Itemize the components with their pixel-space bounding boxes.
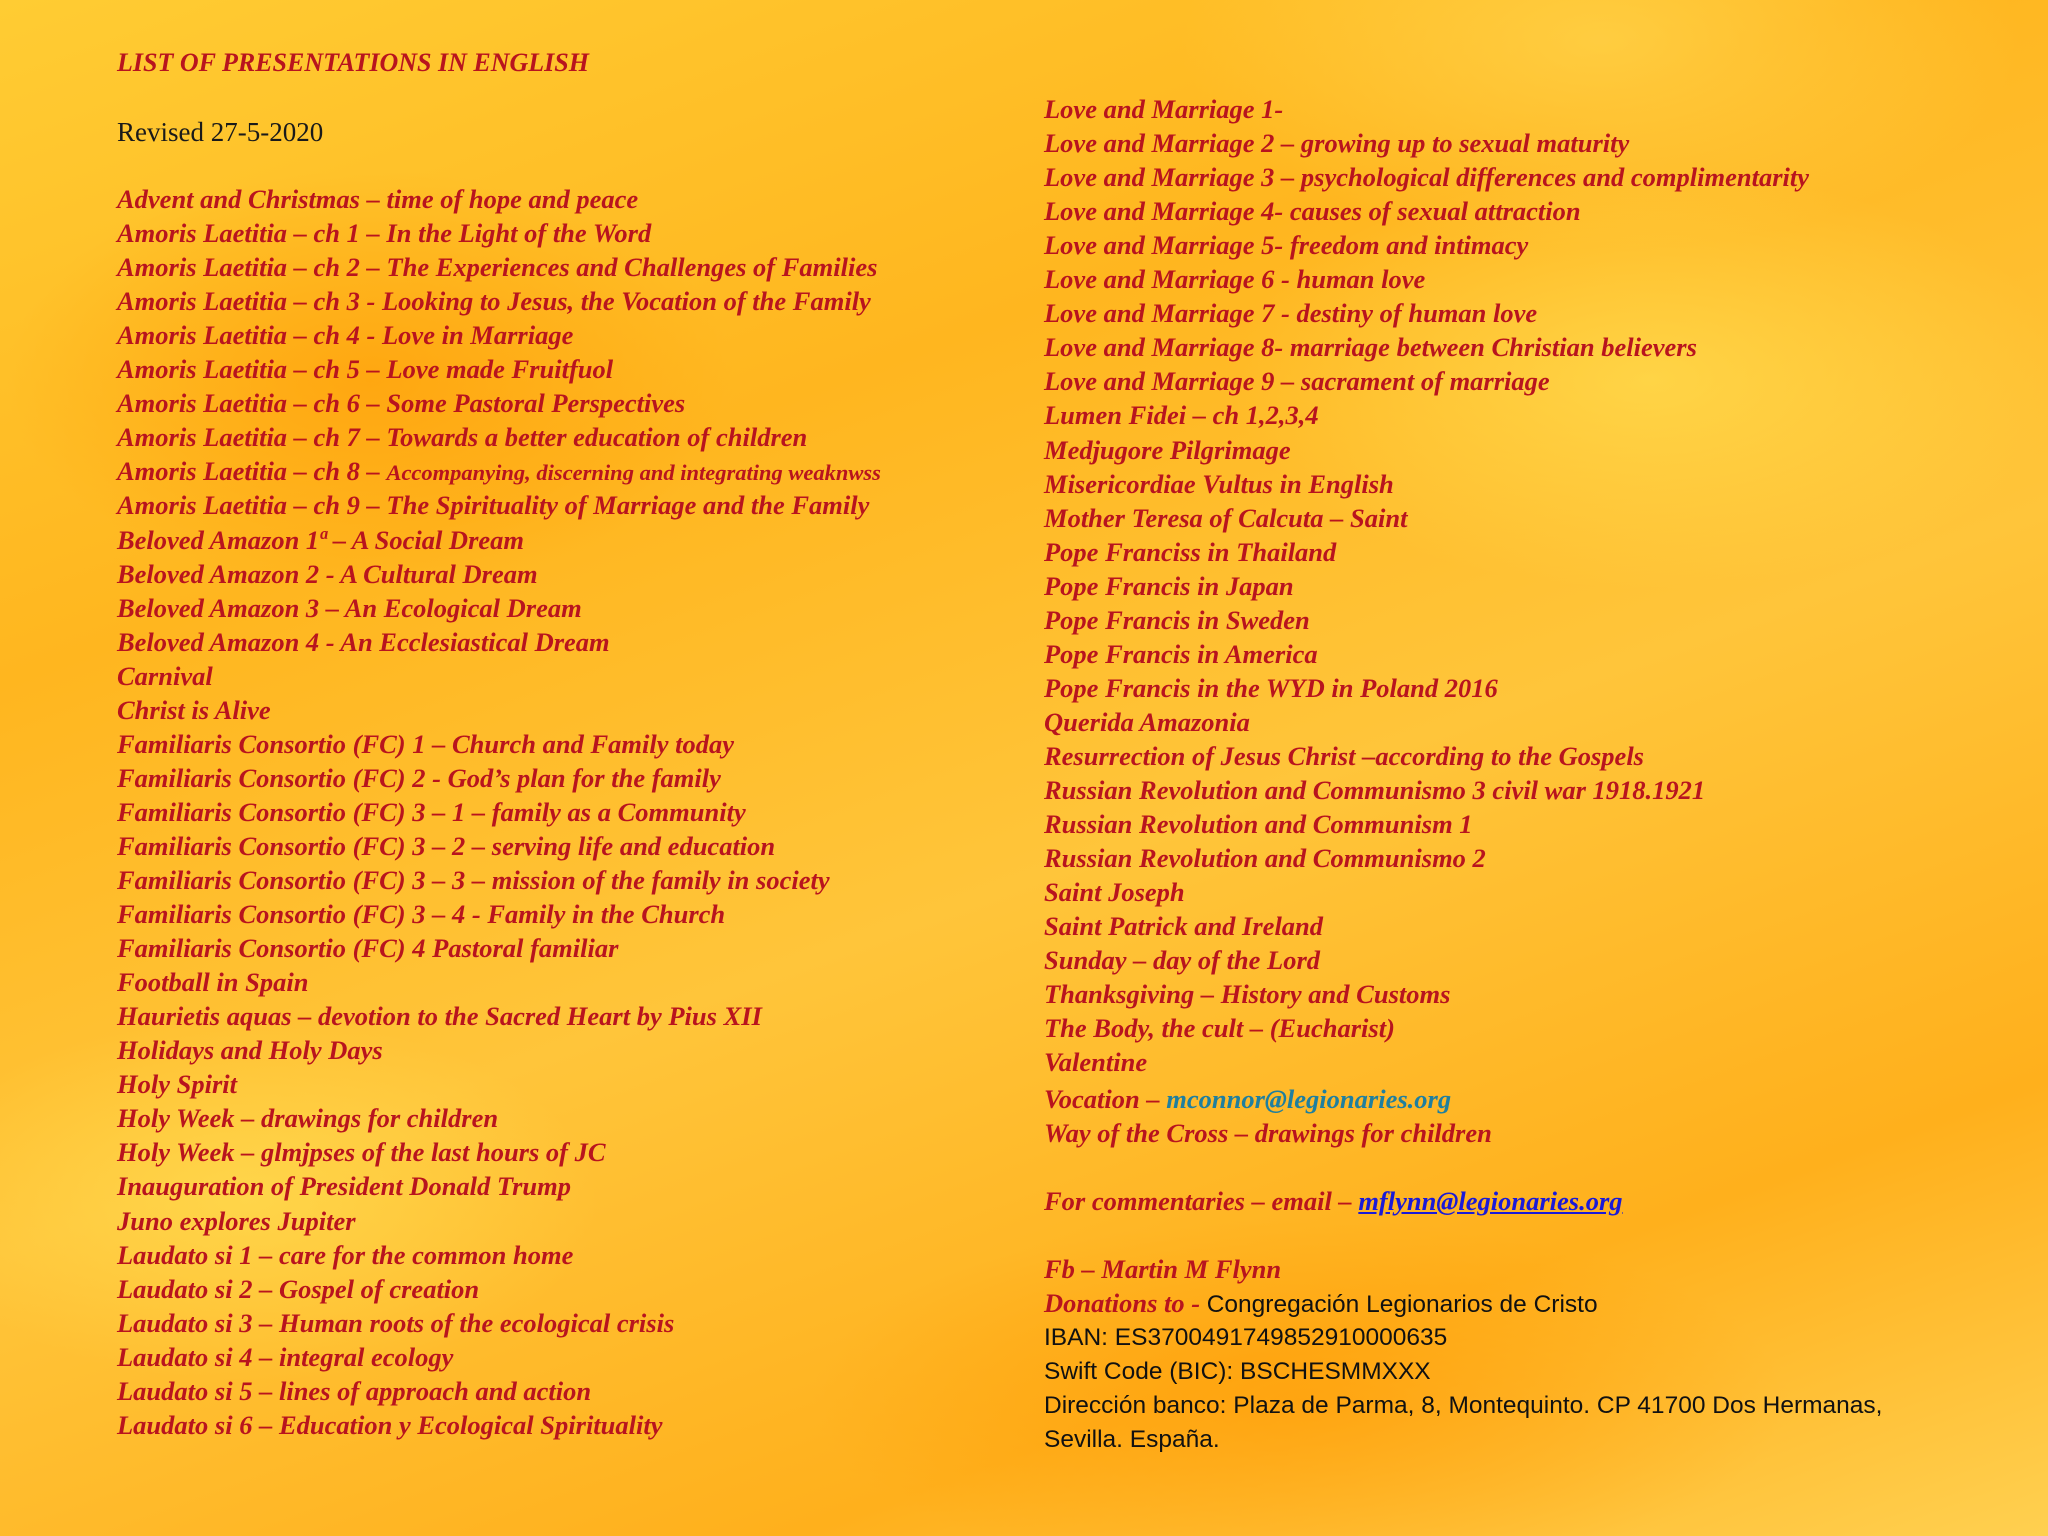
list-item-text: Holy Week – glmjpses of the last hours of JC — [117, 1137, 606, 1168]
list-item — [1044, 398, 1319, 432]
page-title: LIST OF PRESENTATIONS IN ENGLISH — [117, 48, 589, 77]
list-item — [1044, 637, 1318, 671]
list-item — [117, 727, 734, 761]
list-item-way-of-cross: Way of the Cross – drawings for children — [1044, 1118, 1492, 1148]
list-item-text: Lumen Fidei – ch 1,2,3,4 — [1044, 400, 1319, 431]
list-item-text: Familiaris Consortio (FC) 3 – 1 – family as a Community — [117, 796, 746, 827]
list-item-text: Mother Teresa of Calcuta – Saint — [1044, 502, 1408, 533]
list-item — [117, 1135, 606, 1169]
list-item — [117, 523, 524, 557]
list-item — [1044, 535, 1336, 569]
list-item-text: Beloved Amazon 1ª – A Social Dream — [117, 524, 525, 555]
list-item — [117, 1340, 453, 1374]
list-item-text: Valentine — [1044, 1047, 1148, 1078]
list-item-text: Love and Marriage 2 – growing up to sexual maturity — [1044, 128, 1630, 159]
list-item — [117, 1101, 498, 1135]
list-item — [117, 1033, 383, 1067]
list-item-text: Querida Amazonia — [1044, 706, 1250, 737]
list-item — [117, 352, 613, 386]
list-item-text: Advent and Christmas – time of hope and peace — [117, 184, 639, 214]
list-item — [1044, 807, 1473, 841]
list-item — [117, 659, 213, 693]
list-item — [1044, 160, 1809, 194]
list-item-text: Laudato si 4 – integral ecology — [117, 1341, 454, 1372]
list-item-text: Saint Joseph — [1044, 877, 1185, 908]
list-item-text: Love and Marriage 7 - destiny of human love — [1044, 298, 1538, 329]
list-item-text: Familiaris Consortio (FC) 3 – 4 - Family in the Church — [117, 899, 726, 930]
list-item — [1044, 433, 1291, 467]
list-item-text: Russian Revolution and Communismo 3 civil war 1918.1921 — [1044, 775, 1706, 805]
list-item — [117, 454, 881, 490]
list-item — [117, 693, 271, 727]
commentaries-label: For commentaries – email – — [1044, 1186, 1359, 1216]
list-item-text: Love and Marriage 3 – psychological differences and complimentarity — [1044, 162, 1809, 193]
list-item — [1044, 228, 1528, 262]
list-item-text: Medjugore Pilgrimage — [1044, 434, 1291, 465]
list-item-text: Thanksgiving – History and Customs — [1044, 979, 1451, 1010]
list-item — [117, 965, 308, 999]
list-item — [117, 1204, 356, 1238]
list-item — [1044, 330, 1697, 364]
list-item-text: The Body, the cult – (Eucharist) — [1044, 1013, 1395, 1044]
list-item — [117, 284, 871, 318]
list-item-text: Laudato si 2 – Gospel of creation — [117, 1273, 480, 1304]
list-item-text: Amoris Laetitia – ch 6 – Some Pastoral Perspectives — [117, 388, 686, 419]
list-item — [1044, 126, 1629, 160]
list-item-text: Pope Francis in Japan — [1044, 570, 1294, 601]
revised-date: Revised 27-5-2020 — [117, 117, 324, 147]
bank-address-line-2: Sevilla. España. — [1044, 1426, 1220, 1453]
list-item-text: Familiaris Consortio (FC) 2 - God’s plan for the family — [117, 762, 721, 793]
swift-line: Swift Code (BIC): BSCHESMMXXX — [1044, 1358, 1431, 1385]
list-item-text: Saint Patrick and Ireland — [1044, 911, 1324, 942]
commentaries-line — [1044, 1184, 1623, 1218]
list-item — [117, 897, 725, 931]
list-item-text: Carnival — [117, 660, 213, 691]
list-item — [117, 420, 807, 454]
vocation-email-link[interactable]: mconnor@legionaries.org — [1166, 1084, 1452, 1114]
list-item-text: Familiaris Consortio (FC) 4 Pastoral familiar — [117, 933, 619, 964]
list-item-suffix: Accompanying, discerning and integrating weaknwss — [386, 460, 881, 486]
list-item-text: Love and Marriage 4- causes of sexual attraction — [1044, 196, 1581, 227]
list-item — [117, 931, 618, 965]
list-item — [117, 863, 830, 897]
list-item — [1044, 977, 1450, 1011]
list-item — [117, 761, 721, 795]
list-item-text: Love and Marriage 8- marriage between Christian believers — [1044, 332, 1697, 363]
list-item-text: Pope Francis in the WYD in Poland 2016 — [1044, 672, 1498, 703]
list-item-text: Laudato si 5 – lines of approach and action — [117, 1375, 592, 1406]
list-item — [1044, 501, 1407, 535]
list-item — [117, 829, 775, 863]
list-item-vocation — [1044, 1082, 1451, 1116]
list-item — [1044, 705, 1250, 739]
list-item — [1044, 1045, 1147, 1079]
donations-recipient: Congregación Legionarios de Cristo — [1206, 1291, 1598, 1318]
list-item — [1044, 569, 1294, 603]
list-item — [1044, 841, 1486, 875]
list-item — [117, 250, 877, 284]
list-item-text: Sunday – day of the Lord — [1044, 945, 1321, 976]
list-item-text: Amoris Laetitia – ch 4 - Love in Marriage — [117, 320, 574, 351]
list-item — [117, 999, 762, 1033]
list-item — [117, 591, 582, 625]
list-item — [1044, 773, 1705, 807]
list-item — [1044, 909, 1323, 943]
list-item-text: Amoris Laetitia – ch 9 – The Spirituality of Marriage and the Family — [117, 490, 870, 521]
list-item-text: Holidays and Holy Days — [117, 1035, 383, 1066]
list-item-text: Laudato si 6 – Education y Ecological Spirituality — [117, 1409, 663, 1440]
list-item-text: Inauguration of President Donald Trump — [117, 1171, 572, 1202]
list-item-text: Beloved Amazon 2 - A Cultural Dream — [117, 558, 538, 589]
list-item — [117, 488, 869, 522]
list-item — [1044, 194, 1581, 228]
list-item-text: Amoris Laetitia – ch 7 – Towards a better education of children — [117, 422, 808, 453]
list-item — [1044, 467, 1394, 501]
list-item-text: Love and Marriage 9 – sacrament of marriage — [1044, 366, 1550, 397]
list-item-text: Russian Revolution and Communism 1 — [1044, 809, 1473, 840]
list-item-text: Pope Franciss in Thailand — [1044, 536, 1337, 567]
list-item-text: Holy Spirit — [117, 1069, 238, 1100]
list-item — [1044, 92, 1283, 126]
list-item-text: Christ is Alive — [117, 694, 271, 725]
list-item-text: Amoris Laetitia – ch 1 – In the Light of the Word — [117, 218, 652, 249]
list-item-text: Amoris Laetitia – ch 8 – — [117, 456, 387, 487]
list-item — [1044, 671, 1498, 705]
list-item-text: Love and Marriage 1- — [1044, 94, 1284, 124]
list-item-text: Holy Week – drawings for children — [117, 1103, 499, 1134]
list-item — [117, 1306, 674, 1340]
list-item-text: Beloved Amazon 4 - An Ecclesiastical Dream — [117, 626, 610, 657]
donations-label: Donations to - — [1044, 1288, 1207, 1318]
list-item — [1044, 739, 1644, 773]
iban-line: IBAN: ES3700491749852910000635 — [1044, 1324, 1448, 1351]
list-item-text: Laudato si 3 – Human roots of the ecological crisis — [117, 1307, 675, 1338]
list-item-text: Resurrection of Jesus Christ –according to the Gospels — [1044, 740, 1644, 771]
list-item — [1044, 603, 1310, 637]
vocation-label: Vocation – — [1044, 1084, 1167, 1114]
list-item — [117, 1272, 479, 1306]
list-item — [117, 182, 638, 216]
list-item — [117, 1238, 573, 1272]
list-item — [1044, 364, 1550, 398]
list-item — [1044, 262, 1425, 296]
commentaries-email-link[interactable]: mflynn@legionaries.org — [1358, 1186, 1623, 1216]
list-item-text: Amoris Laetitia – ch 5 – Love made Fruitfuol — [117, 354, 614, 385]
list-item — [117, 1169, 571, 1203]
list-item-text: Laudato si 1 – care for the common home — [117, 1239, 574, 1270]
list-item — [117, 1067, 237, 1101]
list-item-text: Familiaris Consortio (FC) 3 – 2 – serving life and education — [117, 830, 776, 861]
list-item-text: Amoris Laetitia – ch 2 – The Experiences and Challenges of Families — [117, 252, 878, 283]
bank-address-line-1: Dirección banco: Plaza de Parma, 8, Montequinto. CP 41700 Dos Hermanas, — [1044, 1392, 1883, 1419]
list-item — [1044, 296, 1537, 330]
list-item-text: Familiaris Consortio (FC) 3 – 3 – mission of the family in society — [117, 865, 830, 895]
list-item — [1044, 1011, 1395, 1045]
list-item-text: Pope Francis in Sweden — [1044, 604, 1310, 635]
list-item — [117, 557, 538, 591]
list-item — [117, 795, 746, 829]
list-item — [117, 318, 573, 352]
list-item-text: Pope Francis in America — [1044, 638, 1318, 669]
list-item — [117, 1374, 591, 1408]
list-item-text: Familiaris Consortio (FC) 1 – Church and Family today — [117, 728, 734, 759]
list-item-text: Misericordiae Vultus in English — [1044, 468, 1394, 499]
list-item-text: Love and Marriage 5- freedom and intimacy — [1044, 230, 1529, 261]
list-item-text: Haurietis aquas – devotion to the Sacred Heart by Pius XII — [117, 1001, 762, 1032]
list-item — [117, 386, 685, 420]
list-item-text: Juno explores Jupiter — [117, 1205, 356, 1236]
list-item — [117, 625, 610, 659]
list-item-text: Amoris Laetitia – ch 3 - Looking to Jesus, the Vocation of the Family — [117, 286, 871, 317]
list-item — [117, 216, 651, 250]
list-item-text: Football in Spain — [117, 967, 309, 998]
list-item — [1044, 943, 1320, 977]
list-item — [1044, 875, 1185, 909]
list-item-text: Love and Marriage 6 - human love — [1044, 264, 1426, 295]
list-item — [117, 1408, 663, 1442]
list-item-text: Beloved Amazon 3 – An Ecological Dream — [117, 592, 582, 623]
facebook-line: Fb – Martin M Flynn — [1044, 1254, 1282, 1284]
donations-line — [1044, 1286, 1598, 1322]
list-item-text: Russian Revolution and Communismo 2 — [1044, 843, 1486, 874]
